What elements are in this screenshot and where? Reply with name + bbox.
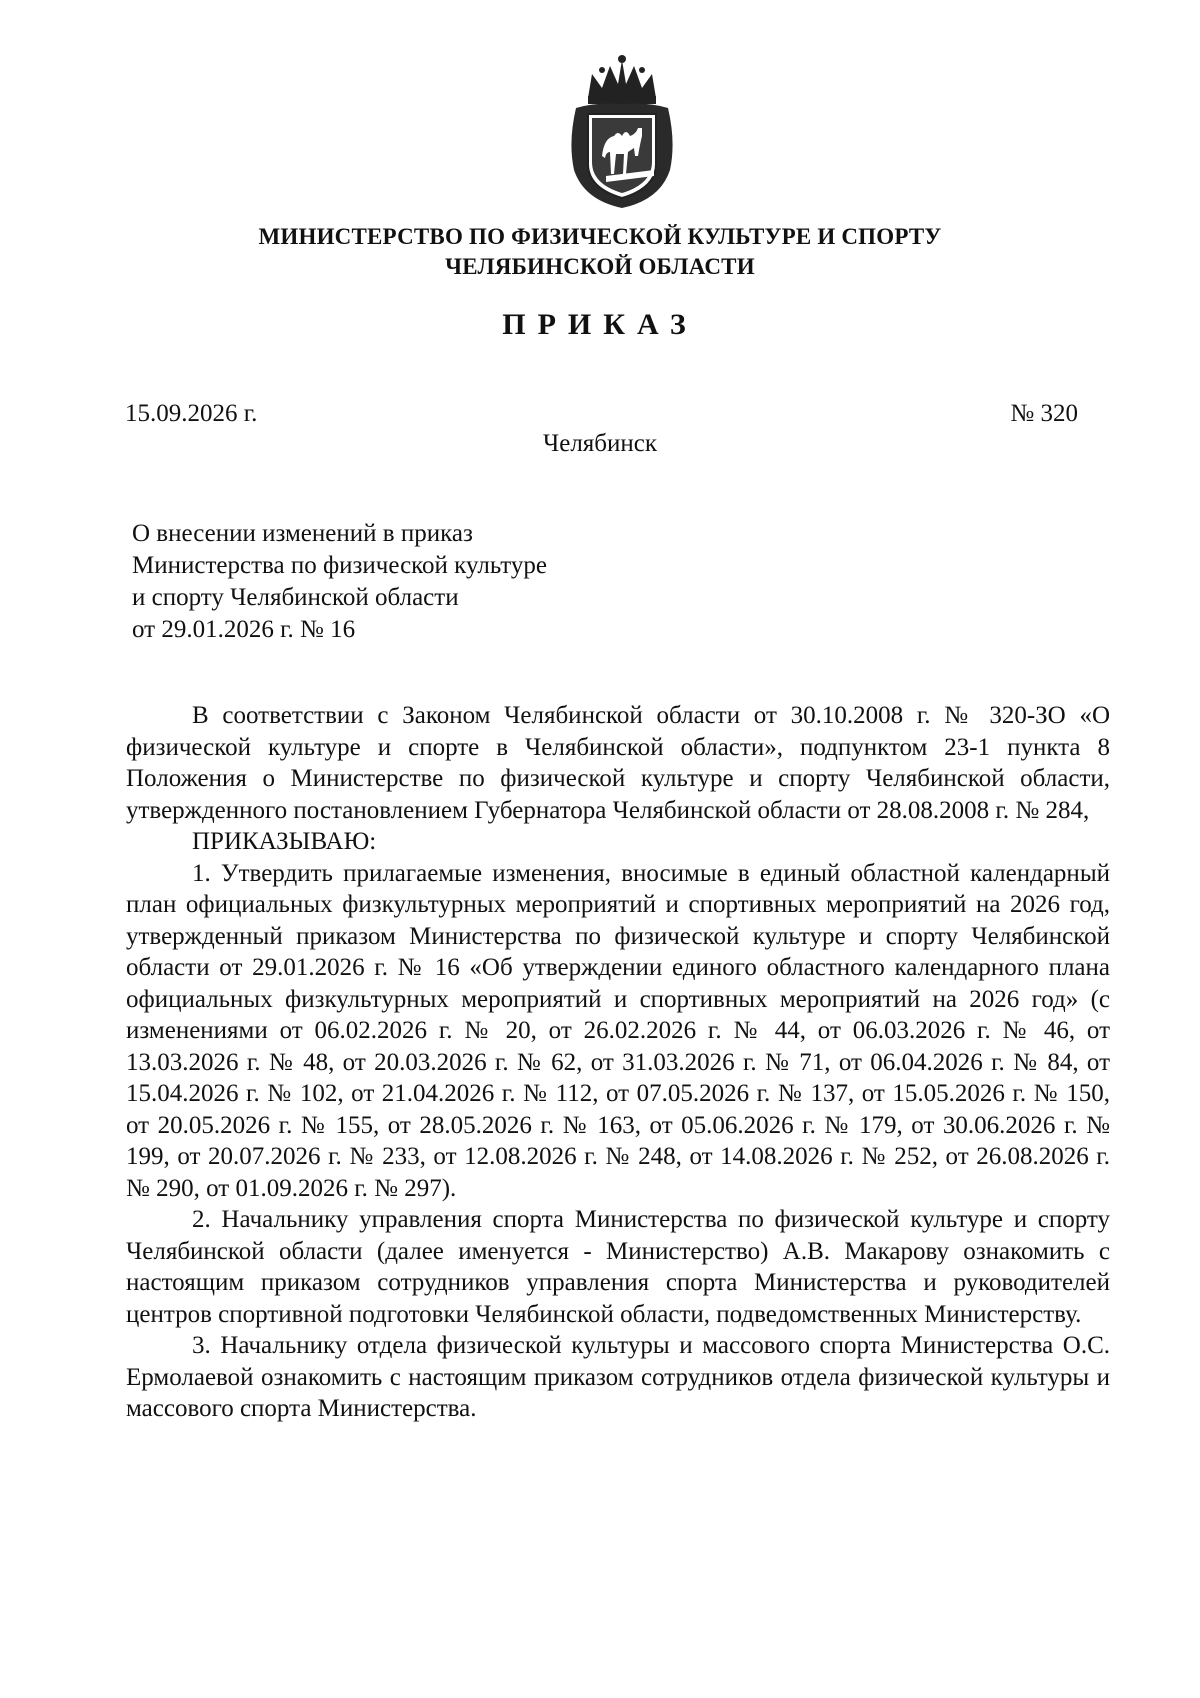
order-city: Челябинск (542, 430, 658, 457)
subject-line: и спорту Челябинской области (132, 584, 459, 611)
order-item-1: 1. Утвердить прилагаемые изменения, вносимые в единый областной календарный план официальных физкультурных мероприятий и спортивных мероприятий на 2026 год, утвержденный приказом Министерства по физической культуре и спорту Челябинской области от 29.01.2026 г. № 16 «Об утверждении единого областного календарного плана официальных физкультурных мероприятий и спортивных мероприятий на 2026 год» (с изменениями от 06.02.2026 г. № 20, от 26.02.2026 г. № 44, от 06.03.2026 г. № 46, от 13.03.2026 г. № 48, от 20.03.2026 г. № 62, от 31.03.2026 г. № 71, от 06.04.2026 г. № 84, от 15.04.2026 г. № 102, от 21.04.2026 г. № 112, от 07.05.2026 г. № 137, от 15.05.2026 г. № 150, от 20.05.2026 г. № 155, от 28.05.2026 г. № 163, от 05.06.2026 г. № 179, от 30.06.2026 г. № 199, от 20.07.2026 г. № 233, от 12.08.2026 г. № 248, от 14.08.2026 г. № 252, от 26.08.2026 г. № 290, от 01.09.2026 г. № 297). (126, 859, 1110, 1202)
order-date: 15.09.2026 г. (125, 400, 258, 427)
crown-icon (588, 55, 656, 104)
document-type-title: ПРИКАЗ (502, 308, 698, 341)
order-item-3: 3. Начальнику отдела физической культуры и массового спорта Министерства О.С. Ермолаевой ознакомить с настоящим приказом сотрудников отдела физической культуры и массового спорта Министерства. (126, 1332, 1110, 1422)
coat-of-arms-icon (558, 52, 686, 210)
decree-word: ПРИКАЗЫВАЮ: (192, 828, 377, 855)
preamble-paragraph: В соответствии с Законом Челябинской области от 30.10.2008 г. № 320-ЗО «О физической культуре и спорте в Челябинской области», подпунктом 23-1 пункта 8 Положения о Министерстве по физической культуре и спорту Челябинской области, утвержденного постановлением Губернатора Челябинской области от 28.08.2008 г. № 284, (126, 702, 1110, 824)
order-item-2: 2. Начальнику управления спорта Министерства по физической культуре и спорту Челябинской области (далее именуется - Министерство) А.В. Макарову ознакомить с настоящим приказом сотрудников управления спорта Министерства и руководителей центров спортивной подготовки Челябинской области, подведомственных Министерству. (126, 1206, 1110, 1328)
subject-line: Министерства по физической культуре (132, 552, 547, 579)
order-number: № 320 (1010, 400, 1078, 427)
ministry-name-line1: МИНИСТЕРСТВО ПО ФИЗИЧЕСКОЙ КУЛЬТУРЕ И СПОРТУ (258, 224, 942, 249)
ministry-name-line2: ЧЕЛЯБИНСКОЙ ОБЛАСТИ (445, 254, 755, 279)
order-subject (132, 518, 547, 646)
subject-line: О внесении изменений в приказ (132, 520, 473, 547)
subject-line: от 29.01.2026 г. № 16 (132, 616, 356, 643)
order-body (126, 700, 1110, 1425)
